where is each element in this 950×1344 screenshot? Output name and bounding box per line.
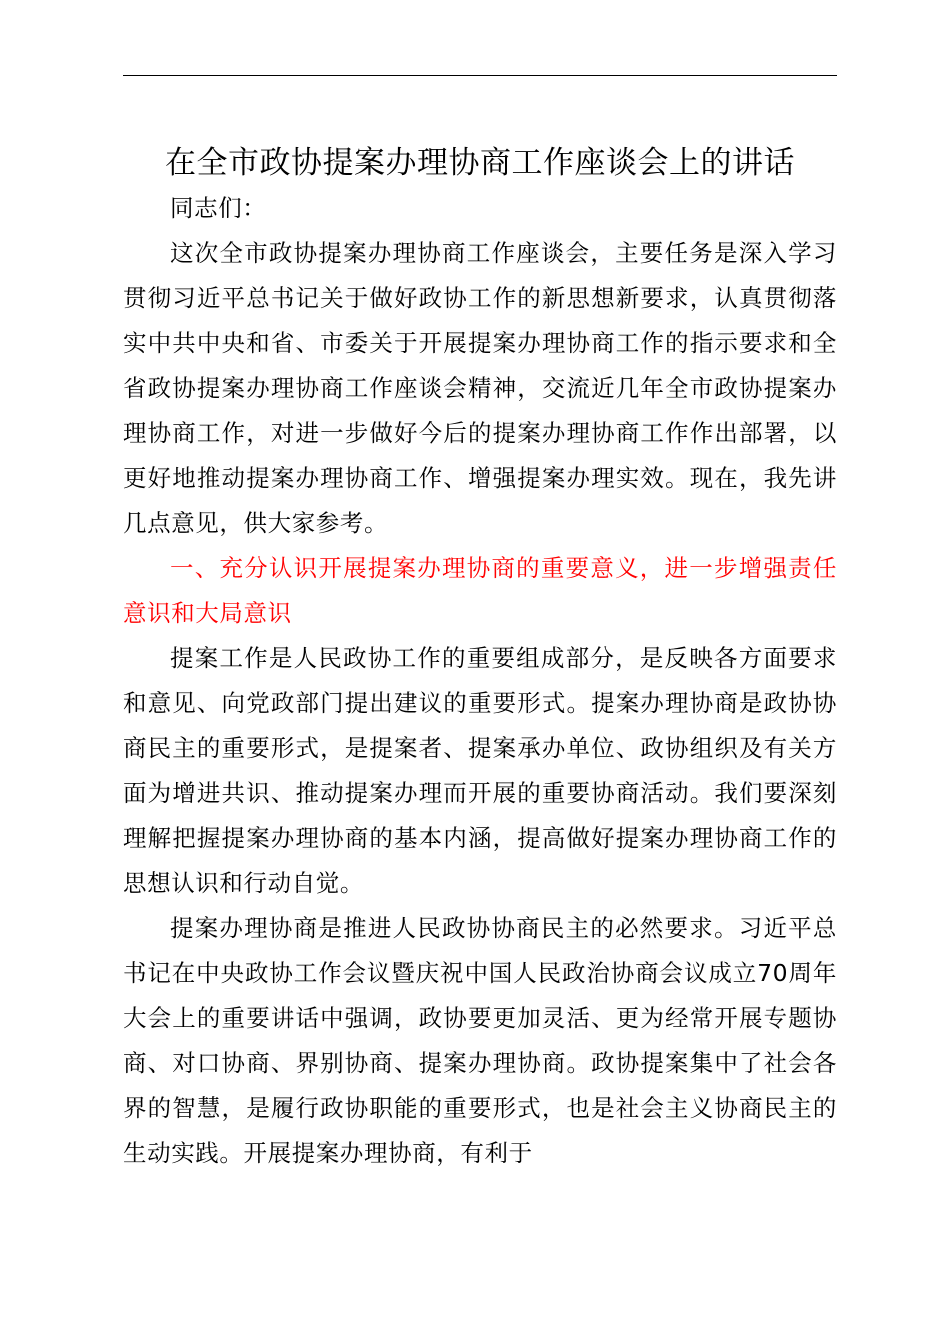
header-rule [123, 75, 837, 76]
paragraph-consultation-democracy: 提案办理协商是推进人民政协协商民主的必然要求。习近平总书记在中央政协工作会议暨庆祝中国人民政治协商会议成立70周年大会上的重要讲话中强调，政协要更加灵活、更为经常开展专题协商、对口协商、界别协商、提案办理协商。政协提案集中了社会各界的智慧，是履行政协职能的重要形式，也是社会主义协商民主的生动实践。开展提案办理协商，有利于 [123, 914, 837, 1167]
section-heading-1: 一、充分认识开展提案办理协商的重要意义，进一步增强责任意识和大局意识 [123, 554, 837, 627]
document-title: 在全市政协提案办理协商工作座谈会上的讲话 [165, 145, 795, 181]
paragraph-intro: 这次全市政协提案办理协商工作座谈会，主要任务是深入学习贯彻习近平总书记关于做好政协工作的新思想新要求，认真贯彻落实中共中央和省、市委关于开展提案办理协商工作的指示要求和全省政协提案办理协商工作座谈会精神，交流近几年全市政协提案办理协商工作，对进一步做好今后的提案办理协商工作作出部署，以更好地推动提案办理协商工作、增强提案办理实效。现在，我先讲几点意见，供大家参考。 [123, 239, 837, 537]
paragraph-proposal-work: 提案工作是人民政协工作的重要组成部分，是反映各方面要求和意见、向党政部门提出建议的重要形式。提案办理协商是政协协商民主的重要形式，是提案者、提案承办单位、政协组织及有关方面为增进共识、推动提案办理而开展的重要协商活动。我们要深刻理解把握提案办理协商的基本内涵，提高做好提案办理协商工作的思想认识和行动自觉。 [123, 644, 837, 897]
document-body [123, 186, 837, 1176]
salutation: 同志们： [170, 194, 267, 222]
